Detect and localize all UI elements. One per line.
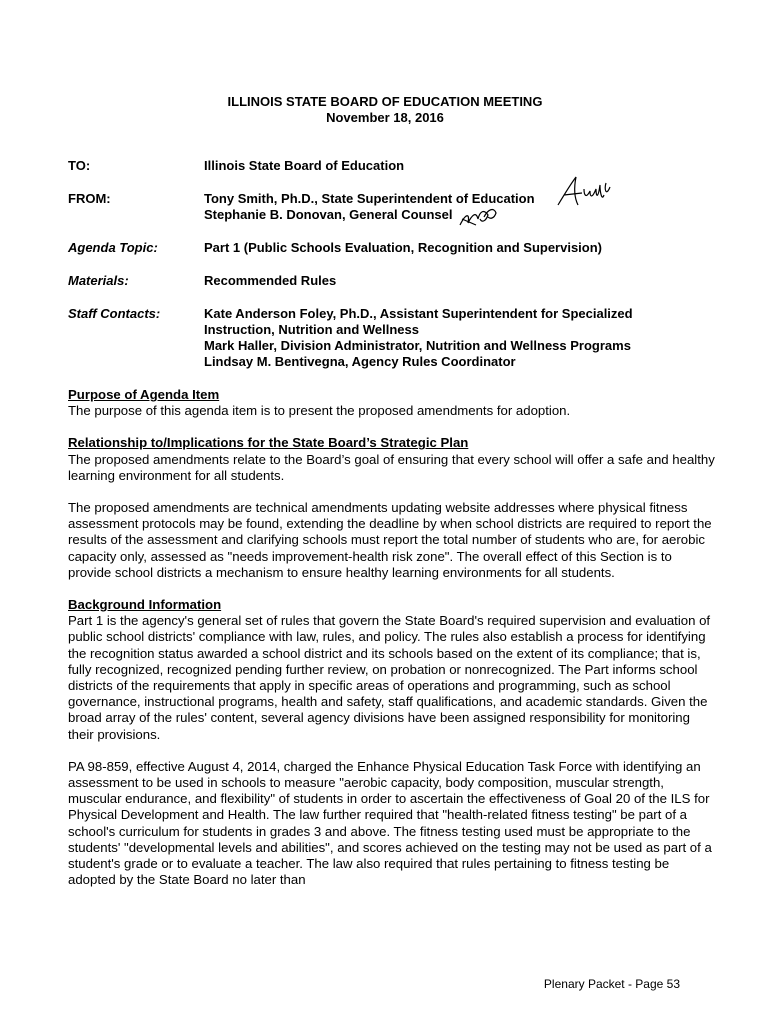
staff-line: Lindsay M. Bentivegna, Agency Rules Coordinator [204, 354, 516, 369]
purpose-heading: Purpose of Agenda Item [68, 387, 220, 402]
purpose-section [68, 387, 718, 419]
background-text: Part 1 is the agency's general set of rules that govern the State Board's required supervision and evaluation of public school districts' compliance with law, rules, and policy. The rules also establish a process for identifying the recognition status awarded a school district and its schools based on the extent of its compliance; that is, fully recognized, recognized pending further review, on probation or nonrecognized. The Part informs school districts of the requirements that apply in specific areas of operations and programming, such as school governance, instructional programs, health and safety, staff qualifications, and academic standards. Given the broad array of the rules' content, several agency divisions have been assigned responsibility for monitoring their provisions. [68, 613, 711, 742]
to-value: Illinois State Board of Education [204, 158, 405, 173]
materials-row [68, 273, 728, 289]
staff-row [68, 306, 728, 370]
agenda-row [68, 240, 728, 256]
background-heading: Background Information [68, 597, 222, 613]
from-line-2: Stephanie B. Donovan, General Counsel [204, 207, 453, 222]
relationship-heading: Relationship to/Implications for the State Board’s Strategic Plan [68, 435, 469, 451]
to-row [68, 158, 728, 174]
from-value [204, 191, 535, 223]
materials-value: Recommended Rules [204, 273, 337, 288]
staff-line: Mark Haller, Division Administrator, Nutrition and Wellness Programs [204, 338, 631, 353]
from-line-1: Tony Smith, Ph.D., State Superintendent of Education [204, 191, 535, 206]
purpose-text: The purpose of this agenda item is to present the proposed amendments for adoption. [68, 403, 571, 419]
meeting-header [0, 94, 770, 126]
relationship-text: The proposed amendments relate to the Board’s goal of ensuring that every school will offer a safe and healthy learning environment for all students. [68, 451, 715, 483]
relationship-section [68, 435, 718, 484]
from-label: FROM: [68, 191, 111, 206]
staff-line: Kate Anderson Foley, Ph.D., Assistant Superintendent for Specialized [204, 306, 633, 321]
staff-label: Staff Contacts: [68, 306, 161, 321]
staff-value [204, 306, 633, 370]
staff-line: Instruction, Nutrition and Wellness [204, 322, 419, 337]
document-body [68, 387, 718, 904]
counsel-signature [458, 205, 498, 229]
page-footer: Plenary Packet - Page 53 [543, 977, 680, 991]
technical-paragraph: The proposed amendments are technical amendments updating website addresses where physical fitness assessment protocols may be found, extending the deadline by when school districts are required to report the results of the assessment and clarifying schools must report the total number of students who are, for aerobic capacity only, assessed as "needs improvement-health risk zone". The overall effect of this Section is to provide school districts a mechanism to ensure healthy learning environments for all students. [68, 500, 712, 580]
agenda-value: Part 1 (Public Schools Evaluation, Recognition and Supervision) [204, 240, 603, 255]
background-section [68, 597, 718, 743]
memo-block [68, 158, 728, 387]
agenda-label: Agenda Topic: [68, 240, 158, 255]
pa-paragraph: PA 98-859, effective August 4, 2014, charged the Enhance Physical Education Task Force with identifying an assessment to be used in schools to measure "aerobic capacity, body composition, muscular strength, muscular endurance, and flexibility" of students in order to ascertain the effectiveness of Goal 20 of the ILS for Physical Development and Health. The law further required that "health-related fitness testing" be part of a school's curriculum for students in grades 3 and above. The fitness testing used must be appropriate to the students' "developmental levels and abilities", and scores achieved on the testing may not be used as part of a student's grade or to evaluate a teacher. The law also required that rules pertaining to fitness testing be adopted by the State Board no later than [68, 758, 712, 888]
materials-label: Materials: [68, 273, 129, 288]
to-label: TO: [68, 158, 91, 173]
superintendent-signature [556, 175, 612, 209]
from-row [68, 191, 728, 223]
meeting-title: ILLINOIS STATE BOARD OF EDUCATION MEETING [227, 94, 543, 109]
meeting-date: November 18, 2016 [326, 110, 444, 125]
